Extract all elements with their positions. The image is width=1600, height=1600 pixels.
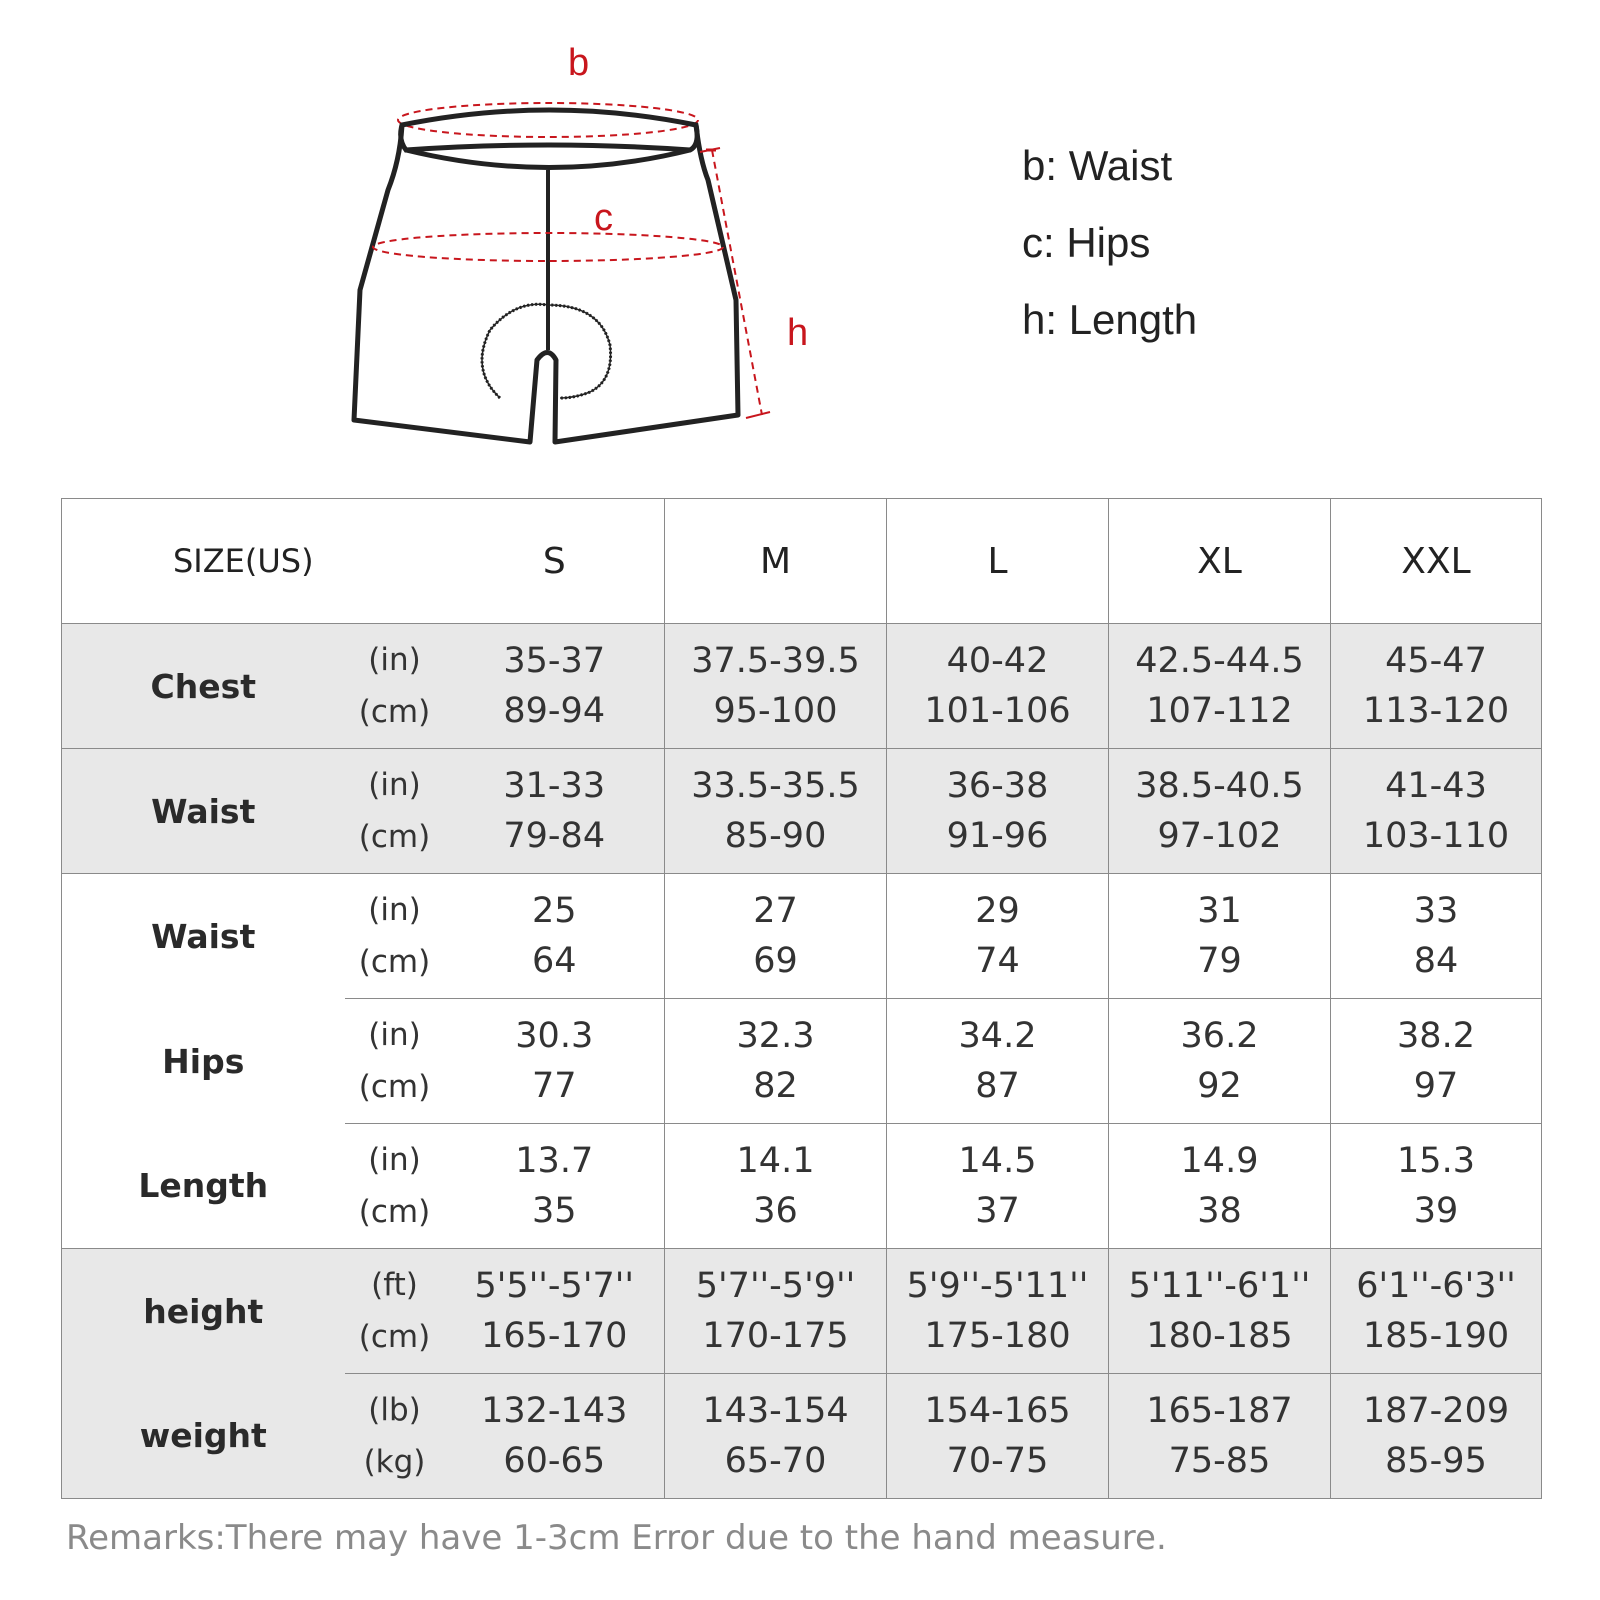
size-value-cell [445,1249,665,1374]
value-primary: 14.9 [1180,1141,1259,1181]
value-secondary: 84 [1413,941,1459,981]
value-primary: 33.5-35.5 [691,766,860,806]
size-value-cell [1109,1124,1331,1249]
value-secondary: 101-106 [924,691,1071,731]
value-secondary: 89-94 [503,691,606,731]
size-header-s: S [445,499,665,624]
value-primary: 143-154 [702,1391,849,1431]
unit-secondary: (cm) [358,1319,431,1355]
table-row [62,874,1542,999]
value-secondary: 85-95 [1385,1441,1487,1481]
unit-primary: (in) [368,1017,421,1053]
size-value-cell [445,1374,665,1499]
table-row [62,1124,1542,1249]
size-value-cell [1109,874,1331,999]
table-header-row [62,499,1542,624]
size-value-cell [887,874,1109,999]
value-primary: 38.5-40.5 [1135,766,1304,806]
value-secondary: 69 [753,941,798,981]
size-value-cell [1331,1249,1542,1374]
remarks-note: Remarks:There may have 1-3cm Error due to the hand measure. [66,1518,1167,1558]
row-units [345,749,445,874]
unit-primary: (in) [368,642,421,678]
value-primary: 31-33 [503,766,606,806]
value-primary: 132-143 [481,1391,628,1431]
value-primary: 41-43 [1385,766,1487,806]
row-units [345,874,445,999]
label-c: c [594,197,613,239]
label-b: b [568,42,590,84]
size-value-cell [887,624,1109,749]
legend-hips: c: Hips [1022,219,1151,266]
value-secondary: 92 [1197,1066,1242,1106]
size-value-cell [1331,999,1542,1124]
value-primary: 25 [531,891,577,931]
value-primary: 154-165 [924,1391,1071,1431]
unit-secondary: (kg) [363,1444,426,1480]
row-category: Waist [62,749,345,874]
value-secondary: 74 [975,941,1020,981]
row-category: Length [62,1124,345,1249]
size-value-cell [445,1124,665,1249]
size-value-cell [1109,624,1331,749]
value-primary: 27 [753,891,798,931]
unit-primary: (in) [368,1142,421,1178]
size-header-xxl: XXL [1331,499,1542,624]
value-secondary: 85-90 [724,816,827,856]
value-secondary: 165-170 [481,1316,628,1356]
size-value-cell [1331,749,1542,874]
size-value-cell [665,1249,887,1374]
value-primary: 5'11''-6'1'' [1128,1266,1311,1306]
size-value-cell [887,749,1109,874]
value-secondary: 175-180 [924,1316,1071,1356]
legend-length: h: Length [1022,296,1198,343]
value-secondary: 79 [1197,941,1242,981]
unit-primary: (lb) [368,1392,421,1428]
size-value-cell [1109,999,1331,1124]
value-primary: 14.1 [736,1141,815,1181]
unit-secondary: (cm) [358,1194,431,1230]
value-primary: 5'5''-5'7'' [474,1266,634,1306]
value-primary: 187-209 [1362,1391,1510,1431]
size-value-cell [1331,1374,1542,1499]
legend-waist: b: Waist [1022,142,1173,189]
row-units [345,1374,445,1499]
size-value-cell [665,1124,887,1249]
value-primary: 5'9''-5'11'' [906,1266,1089,1306]
unit-primary: (in) [368,892,421,928]
value-secondary: 95-100 [713,691,838,731]
size-value-cell [1331,874,1542,999]
unit-secondary: (cm) [358,694,431,730]
value-secondary: 97-102 [1157,816,1282,856]
value-secondary: 113-120 [1362,691,1510,731]
size-value-cell [445,999,665,1124]
size-value-cell [887,999,1109,1124]
value-secondary: 103-110 [1362,816,1510,856]
value-secondary: 91-96 [946,816,1049,856]
value-primary: 14.5 [958,1141,1037,1181]
value-primary: 36.2 [1180,1016,1259,1056]
value-secondary: 79-84 [503,816,606,856]
value-secondary: 70-75 [946,1441,1049,1481]
value-secondary: 87 [975,1066,1020,1106]
size-value-cell [445,624,665,749]
size-value-cell [887,1124,1109,1249]
size-header-m: M [665,499,887,624]
value-primary: 5'7''-5'9'' [695,1266,856,1306]
value-primary: 37.5-39.5 [691,641,860,681]
table-row [62,999,1542,1124]
value-secondary: 107-112 [1146,691,1293,731]
size-value-cell [445,749,665,874]
table-row [62,749,1542,874]
size-value-cell [1109,1374,1331,1499]
size-value-cell [665,749,887,874]
unit-secondary: (cm) [358,944,431,980]
size-value-cell [1109,749,1331,874]
row-category: weight [62,1374,345,1499]
value-primary: 38.2 [1397,1016,1475,1056]
value-primary: 31 [1197,891,1242,931]
table-row [62,1249,1542,1374]
value-secondary: 170-175 [702,1316,849,1356]
row-units [345,1124,445,1249]
value-primary: 30.3 [515,1016,594,1056]
value-secondary: 36 [753,1191,798,1231]
value-secondary: 65-70 [724,1441,827,1481]
value-secondary: 77 [531,1066,577,1106]
size-value-cell [665,624,887,749]
size-value-cell [1331,1124,1542,1249]
value-primary: 35-37 [503,641,606,681]
value-secondary: 35 [531,1191,577,1231]
value-primary: 36-38 [946,766,1049,806]
value-primary: 33 [1413,891,1459,931]
value-primary: 32.3 [736,1016,815,1056]
value-secondary: 64 [531,941,577,981]
size-us-label: SIZE(US) [62,499,345,624]
size-chart-table [61,498,1542,1499]
row-category: height [62,1249,345,1374]
value-secondary: 180-185 [1146,1316,1293,1356]
value-primary: 40-42 [946,641,1049,681]
size-value-cell [445,874,665,999]
size-value-cell [1109,1249,1331,1374]
row-category: Chest [62,624,345,749]
size-value-cell [887,1249,1109,1374]
value-secondary: 38 [1197,1191,1242,1231]
size-value-cell [665,874,887,999]
row-units [345,999,445,1124]
label-h: h [787,312,809,354]
value-primary: 29 [975,891,1020,931]
value-primary: 34.2 [958,1016,1037,1056]
size-header-xl: XL [1109,499,1331,624]
size-value-cell [887,1374,1109,1499]
waistband-outline [401,110,697,150]
unit-secondary: (cm) [358,1069,431,1105]
value-primary: 15.3 [1397,1141,1475,1181]
value-primary: 165-187 [1146,1391,1293,1431]
measurement-legend [1022,140,1197,371]
row-units [345,1249,445,1374]
row-units [345,624,445,749]
table-row [62,624,1542,749]
size-value-cell [1331,624,1542,749]
value-secondary: 75-85 [1168,1441,1271,1481]
unit-secondary: (cm) [358,819,431,855]
value-secondary: 37 [975,1191,1020,1231]
row-category: Hips [62,999,345,1124]
value-primary: 42.5-44.5 [1135,641,1304,681]
value-secondary: 185-190 [1362,1316,1510,1356]
value-primary: 13.7 [515,1141,594,1181]
value-primary: 45-47 [1385,641,1487,681]
unit-primary: (in) [368,767,421,803]
size-header-l: L [887,499,1109,624]
size-value-cell [665,1374,887,1499]
value-secondary: 39 [1413,1191,1459,1231]
value-secondary: 60-65 [503,1441,606,1481]
value-secondary: 97 [1413,1066,1459,1106]
value-primary: 6'1''-6'3'' [1356,1266,1516,1306]
table-row [62,1374,1542,1499]
size-value-cell [665,999,887,1124]
row-category: Waist [62,874,345,999]
value-secondary: 82 [753,1066,798,1106]
shorts-diagram [0,0,1000,470]
unit-primary: (ft) [371,1267,418,1303]
